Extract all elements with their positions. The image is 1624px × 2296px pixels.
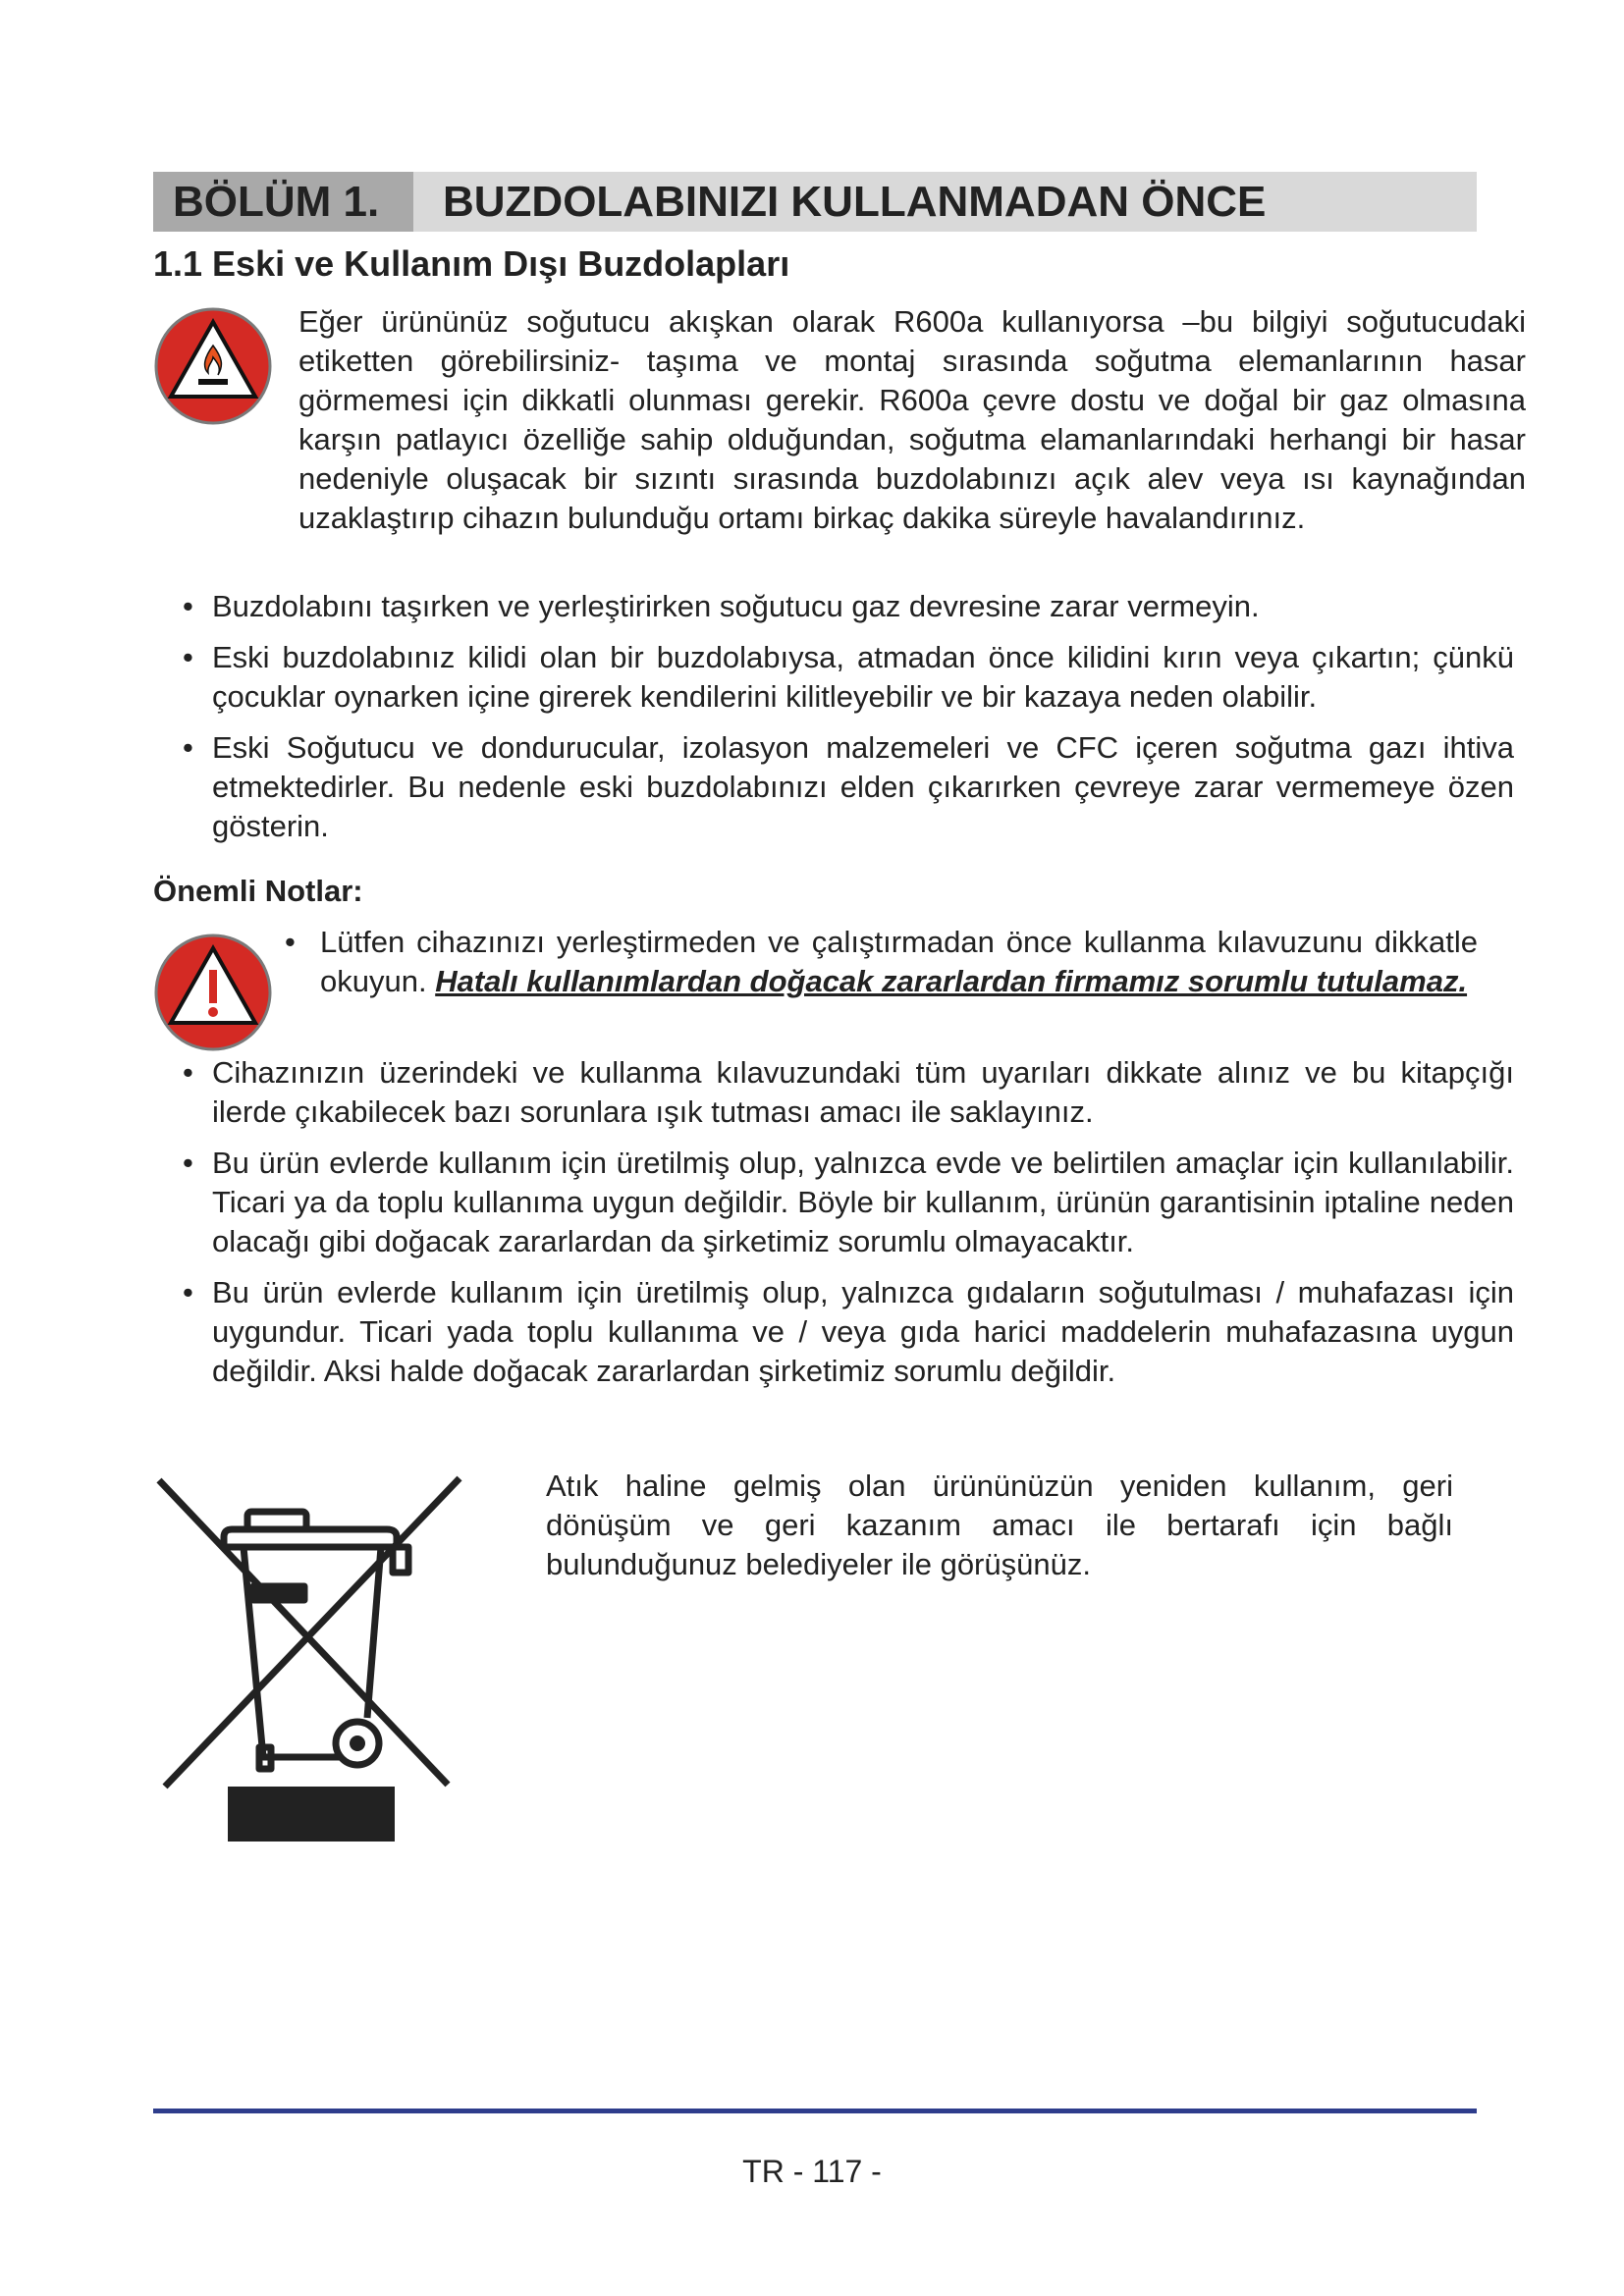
- important-note: [285, 923, 1478, 1001]
- notes-heading: Önemli Notlar:: [153, 874, 363, 908]
- list-item: • Cihazınızın üzerindeki ve kullanma kılavuzundaki tüm uyarıları dikkate alınız ve bu kitapçığı ilerde çıkabilecek bazı sorunlara ışık tutması amacı ile saklayınız.: [183, 1053, 1514, 1132]
- list-item: • Eski buzdolabınız kilidi olan bir buzdolabıysa, atmadan önce kilidini kırın veya çıkartın; çünkü çocuklar oynarken içine girerek kendilerini kilitleyebilir ve bir kazaya neden olabilir.: [183, 638, 1514, 717]
- note-bullet: •: [285, 925, 296, 959]
- flammable-warning-icon: [153, 306, 273, 426]
- notes-bullet-list: [183, 1053, 1514, 1403]
- chapter-number: BÖLÜM 1.: [153, 172, 413, 232]
- disposal-paragraph: Atık haline gelmiş olan ürününüzün yeniden kullanım, geri dönüşüm ve geri kazanım amacı ile bertarafı için bağlı bulunduğunuz belediyeler ile görüşünüz.: [546, 1468, 1453, 1581]
- list-item: • Bu ürün evlerde kullanım için üretilmiş olup, yalnızca evde ve belirtilen amaçlar için kullanılabilir. Ticari ya da toplu kullanıma uygun değildir. Böyle bir kullanım, ürünün garantisinin iptaline neden olacağı gibi doğacak zararlardan da şirketimiz sorumlu olmayacaktır.: [183, 1144, 1514, 1261]
- r600a-warning-paragraph: Eğer ürününüz soğutucu akışkan olarak R600a kullanıyorsa –bu bilgiyi soğutucudaki etiketten görebilirsiniz- taşıma ve montaj sırasında soğutma elemanlarının hasar görmemesi için dikkatli olunması gerekir. R600a çevre dostu ve doğal bir gaz olmasına karşın patlayıcı özelliğe sahip olduğundan, soğutma elamanlarındaki herhangi bir hasar nedeniyle oluşacak bir sızıntı sırasında buzdolabınızı açık alev veya ısı kaynağından uzaklaştırıp cihazın bulunduğu ortamı birkaç dakika süreyle havalandırınız.: [298, 304, 1526, 535]
- chapter-title: BUZDOLABINIZI KULLANMADAN ÖNCE: [413, 172, 1477, 232]
- list-item: • Eski Soğutucu ve dondurucular, izolasyon malzemeleri ve CFC içeren soğutma gazı ihtiva etmektedirler. Bu nedenle eski buzdolabınızı elden çıkarırken çevreye zarar vermemeye özen gösterin.: [183, 728, 1514, 846]
- page-number: TR - 117 -: [742, 2154, 882, 2189]
- crossed-out-bin-icon: [153, 1472, 467, 1855]
- section-bullet-list: [183, 587, 1514, 858]
- exclamation-warning-icon: [153, 933, 273, 1052]
- note-body: [285, 923, 1478, 1001]
- note-emphasis: Hatalı kullanımlardan doğacak zararlardan firmamız sorumlu tutulamaz.: [435, 964, 1468, 998]
- chapter-header: [153, 172, 1477, 232]
- list-item: • Bu ürün evlerde kullanım için üretilmiş olup, yalnızca gıdaların soğutulması / muhafazası için uygundur. Ticari yada toplu kullanıma ve / veya gıda harici maddelerin muhafazasına uygun değildir. Aksi halde doğacak zararlardan şirketimiz sorumlu değildir.: [183, 1273, 1514, 1391]
- note-text: Lütfen cihazınızı yerleştirmeden ve çalıştırmadan önce kullanma kılavuzunu dikkatle okuyun.: [320, 925, 1478, 998]
- section-heading: 1.1 Eski ve Kullanım Dışı Buzdolapları: [153, 243, 790, 284]
- footer-rule: [153, 2109, 1477, 2113]
- list-item: • Buzdolabını taşırken ve yerleştirirken soğutucu gaz devresine zarar vermeyin.: [183, 587, 1514, 626]
